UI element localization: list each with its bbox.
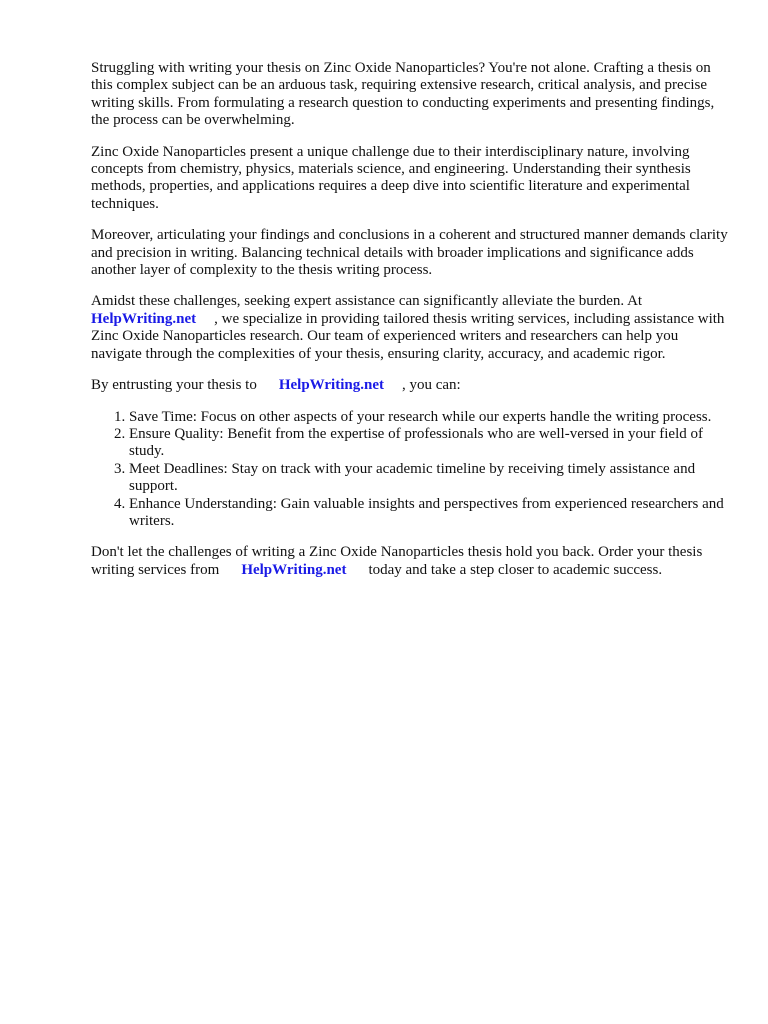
assistance-paragraph	[91, 293, 731, 363]
helpwriting-link-3[interactable]: HelpWriting.net	[241, 561, 347, 578]
assistance-text-after: , we specialize in providing tailored thesis writing services, including assistance with Zinc Oxide Nanoparticles research. Our team of experienced writers and researchers can help you navigate through the complexities of your thesis, ensuring clarity, accuracy, and academic rigor.	[91, 310, 725, 362]
benefits-list	[91, 409, 731, 531]
list-item: 1. Save Time: Focus on other aspects of your research while our experts handle the writing process.	[129, 409, 731, 426]
helpwriting-link-1[interactable]: HelpWriting.net	[91, 310, 197, 327]
entrust-text-after: , you can:	[401, 377, 461, 394]
closing-paragraph	[91, 544, 731, 579]
intro-paragraph: Struggling with writing your thesis on Zinc Oxide Nanoparticles? You're not alone. Crafting a thesis on this complex subject can be an arduous task, requiring extensive research, critical analysis, and precise writing skills. From formulating a research question to conducting experiments and presenting findings, the process can be overwhelming.	[91, 60, 715, 129]
entrust-text-before: By entrusting your thesis to	[91, 377, 257, 394]
list-item: 4. Enhance Understanding: Gain valuable insights and perspectives from experienced researchers and writers.	[129, 496, 731, 531]
entrust-paragraph	[91, 377, 731, 394]
assistance-text-before: Amidst these challenges, seeking expert assistance can significantly alleviate the burden. At	[91, 293, 643, 310]
challenge-paragraph: Zinc Oxide Nanoparticles present a unique challenge due to their interdisciplinary nature, involving concepts from chemistry, physics, materials science, and engineering. Understanding their synthesis methods, properties, and applications requires a deep dive into scientific literature and experimental techniques.	[91, 143, 691, 212]
closing-text-after: today and take a step closer to academic success.	[368, 561, 663, 578]
list-item: 2. Ensure Quality: Benefit from the expertise of professionals who are well-versed in your field of study.	[129, 426, 731, 461]
list-item: 3. Meet Deadlines: Stay on track with your academic timeline by receiving timely assistance and support.	[129, 461, 731, 496]
closing-text-before: Don't let the challenges of writing a Zinc Oxide Nanoparticles thesis hold you back. Order your thesis writing services from	[91, 544, 703, 578]
document-body	[91, 60, 731, 593]
writing-paragraph: Moreover, articulating your findings and conclusions in a coherent and structured manner demands clarity and precision in writing. Balancing technical details with broader implications and significance adds another layer of complexity to the thesis writing process.	[91, 227, 728, 279]
helpwriting-link-2[interactable]: HelpWriting.net	[278, 377, 384, 394]
